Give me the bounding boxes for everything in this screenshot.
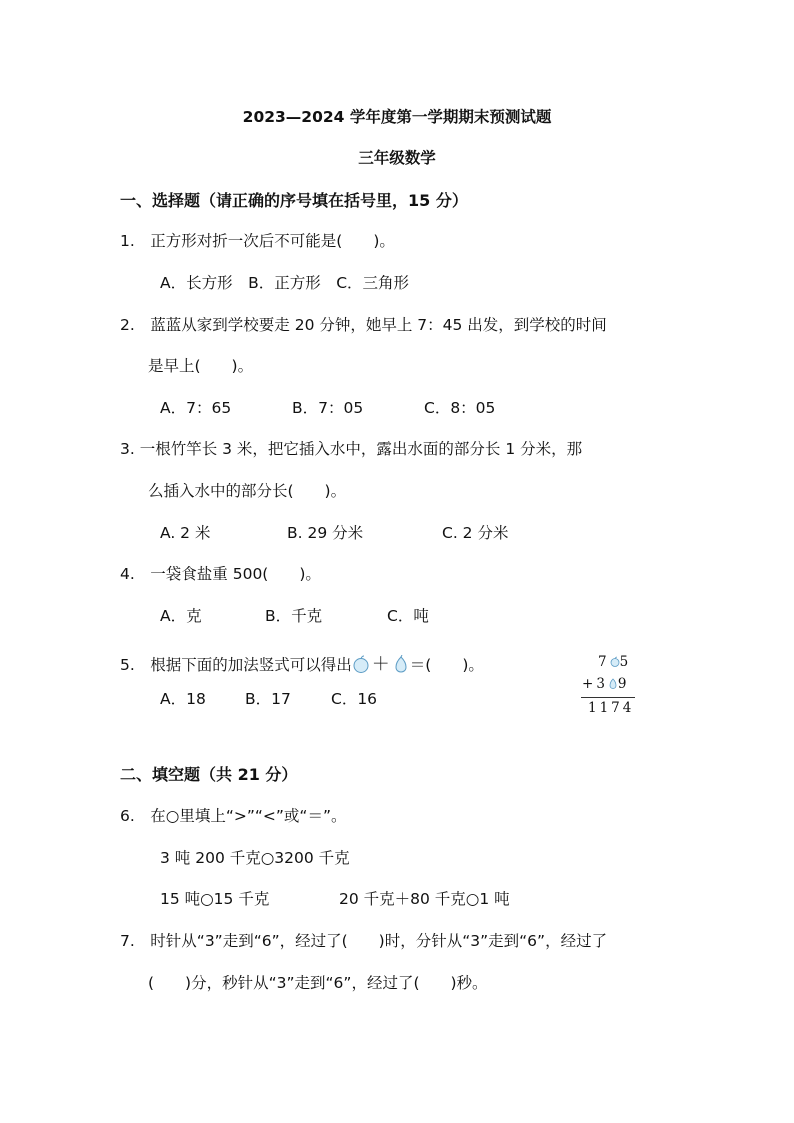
question-4-option-a: A．克 bbox=[160, 607, 202, 625]
question-7-stem-line1: 7. 时针从“3”走到“6”，经过了( )时，分针从“3”走到“6”，经过了 bbox=[120, 932, 608, 950]
vertical-row-1-digit-a: 7 bbox=[598, 654, 610, 670]
question-5-stem-prefix: 5. 根据下面的加法竖式可以得出 bbox=[120, 656, 352, 674]
question-5-stem bbox=[120, 655, 484, 674]
vertical-operator: + bbox=[582, 676, 597, 692]
question-6-item-3: 20 千克＋80 千克○1 吨 bbox=[339, 890, 510, 908]
pear-icon bbox=[392, 655, 410, 673]
question-5-option-b: B．17 bbox=[245, 690, 291, 708]
question-3-option-a: A. 2 米 bbox=[160, 524, 211, 542]
page-title: 2023—2024 学年度第一学期期末预测试题 bbox=[242, 108, 552, 126]
vertical-row-2-digit-a: 3 bbox=[596, 676, 608, 692]
question-5-stem-suffix: ＝( )。 bbox=[409, 656, 484, 674]
vertical-row-1-digit-b: 5 bbox=[619, 654, 632, 670]
question-3-option-b: B. 29 分米 bbox=[287, 524, 364, 542]
apple-icon bbox=[610, 656, 620, 667]
question-2-stem-line2: 是早上( )。 bbox=[148, 357, 254, 375]
vertical-row-2 bbox=[582, 678, 630, 692]
vertical-row-2-digit-b: 9 bbox=[617, 676, 630, 692]
question-4-stem: 4. 一袋食盐重 500( )。 bbox=[120, 565, 321, 583]
pear-icon bbox=[608, 678, 618, 689]
question-2-option-b: B．7：05 bbox=[292, 399, 364, 417]
question-4-option-c: C．吨 bbox=[387, 607, 429, 625]
question-5-option-c: C．16 bbox=[331, 690, 378, 708]
question-7-stem-line2: ( )分，秒针从“3”走到“6”，经过了( )秒。 bbox=[148, 974, 488, 992]
question-5-plus: ＋ bbox=[371, 654, 390, 675]
vertical-result: 1174 bbox=[588, 700, 635, 716]
question-2-stem-line1: 2. 蓝蓝从家到学校要走 20 分钟，她早上 7：45 出发，到学校的时间 bbox=[120, 316, 607, 334]
question-5-option-a: A．18 bbox=[160, 690, 206, 708]
question-2-option-a: A．7：65 bbox=[160, 399, 232, 417]
question-6-item-2: 15 吨○15 千克 bbox=[160, 890, 270, 908]
question-3-stem-line1: 3. 一根竹竿长 3 米，把它插入水中，露出水面的部分长 1 分米，那 bbox=[120, 440, 583, 458]
vertical-sum-line bbox=[581, 697, 635, 698]
question-4-option-b: B．千克 bbox=[265, 607, 323, 625]
section-fill-heading: 二、填空题（共 21 分） bbox=[120, 765, 298, 784]
page-subtitle: 三年级数学 bbox=[358, 149, 436, 167]
question-3-stem-line2: 么插入水中的部分长( )。 bbox=[148, 482, 347, 500]
question-3-option-c: C. 2 分米 bbox=[442, 524, 509, 542]
section-choice-heading: 一、选择题（请正确的序号填在括号里，15 分） bbox=[120, 191, 468, 210]
apple-icon bbox=[352, 655, 370, 673]
question-6-stem: 6. 在○里填上“>”“<”或“＝”。 bbox=[120, 807, 347, 825]
question-2-option-c: C．8：05 bbox=[424, 399, 496, 417]
vertical-row-1 bbox=[598, 656, 631, 670]
question-6-item-1: 3 吨 200 千克○3200 千克 bbox=[160, 849, 350, 867]
question-1-options: A．长方形 B．正方形 C．三角形 bbox=[160, 274, 410, 292]
question-1-stem: 1. 正方形对折一次后不可能是( )。 bbox=[120, 232, 395, 250]
